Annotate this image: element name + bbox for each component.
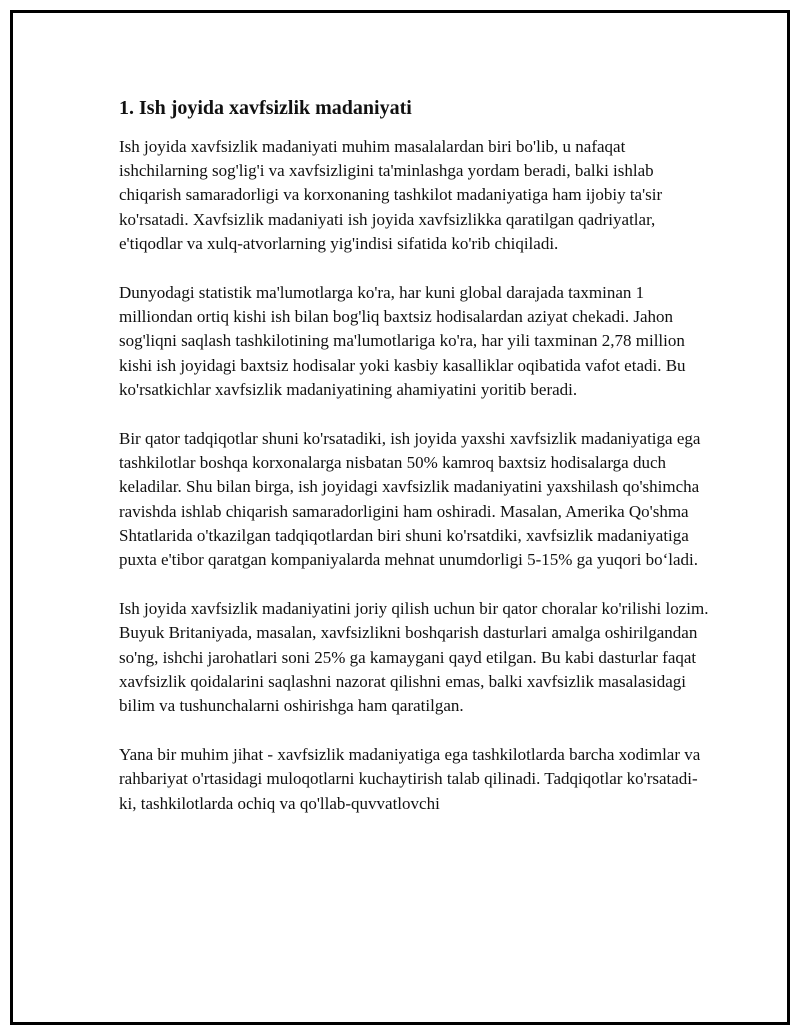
document-body	[119, 95, 709, 841]
paragraph-2: Dunyodagi statistik ma'lumotlarga ko'ra, har kuni global darajada taxminan 1 milliondan ortiq kishi ish bilan bog'liq baxtsiz hodisalardan aziyat chekadi. Jahon sog'liqni saqlash tashkilotining ma'lumotlariga ko'ra, har yili taxminan 2,78 million kishi ish joyidagi baxtsiz hodisalar yoki kasbiy kasalliklar oqibatida vafot etadi. Bu ko'rsatkichlar xavfsizlik madaniyatining ahamiyatini yoritib beradi.	[119, 283, 686, 399]
paragraph-1: Ish joyida xavfsizlik madaniyati muhim masalalardan biri bo'lib, u nafaqat ishchilarning sog'lig'i va xavfsizligini ta'minlashga yordam beradi, balki ishlab chiqarish samaradorligi va korxonaning tashkilot madaniyatiga ham ijobiy ta'sir ko'rsatadi. Xavfsizlik madaniyati ish joyida xavfsizlikka qaratilgan qadriyatlar, e'tiqodlar va xulq-atvorlarning yig'indisi sifatida ko'rib chiqiladi.	[119, 137, 663, 253]
paragraph-5: Yana bir muhim jihat - xavfsizlik madaniyatiga ega tashkilotlarda barcha xodimlar va rahbariyat o'rtasidagi muloqotlarni kuchaytirish talab qilinadi. Tadqiqotlar ko'rsatadi-ki, tashkilotlarda ochiq va qo'llab-quvvatlovchi	[119, 745, 701, 813]
section-heading: 1. Ish joyida xavfsizlik madaniyati	[119, 97, 412, 119]
page-frame	[10, 10, 790, 1025]
paragraph-4: Ish joyida xavfsizlik madaniyatini joriy qilish uchun bir qator choralar ko'rilishi lozim. Buyuk Britaniyada, masalan, xavfsizlikni boshqarish dasturlari amalga oshirilgandan so'ng, ishchi jarohatlari soni 25% ga kamaygani qayd etilgan. Bu kabi dasturlar faqat xavfsizlik qoidalarini saqlashni nazorat qilishni emas, balki xavfsizlik masalasidagi bilim va tushunchalarni oshirishga ham qaratilgan.	[119, 599, 709, 716]
paragraph-3: Bir qator tadqiqotlar shuni ko'rsatadiki, ish joyida yaxshi xavfsizlik madaniyatiga ega tashkilotlar boshqa korxonalarga nisbatan 50% kamroq baxtsiz hodisalarga duch keladilar. Shu bilan birga, ish joyidagi xavfsizlik madaniyatini yaxshilash qo'shimcha ravishda ishlab chiqarish samaradorligini ham oshiradi. Masalan, Amerika Qo'shma Shtatlarida o'tkazilgan tadqiqotlardan biri shuni ko'rsatdiki, xavfsizlik madaniyatiga puxta e'tibor qaratgan kompaniyalarda mehnat unumdorligi 5-15% ga yuqori bo‘ladi.	[119, 429, 701, 570]
